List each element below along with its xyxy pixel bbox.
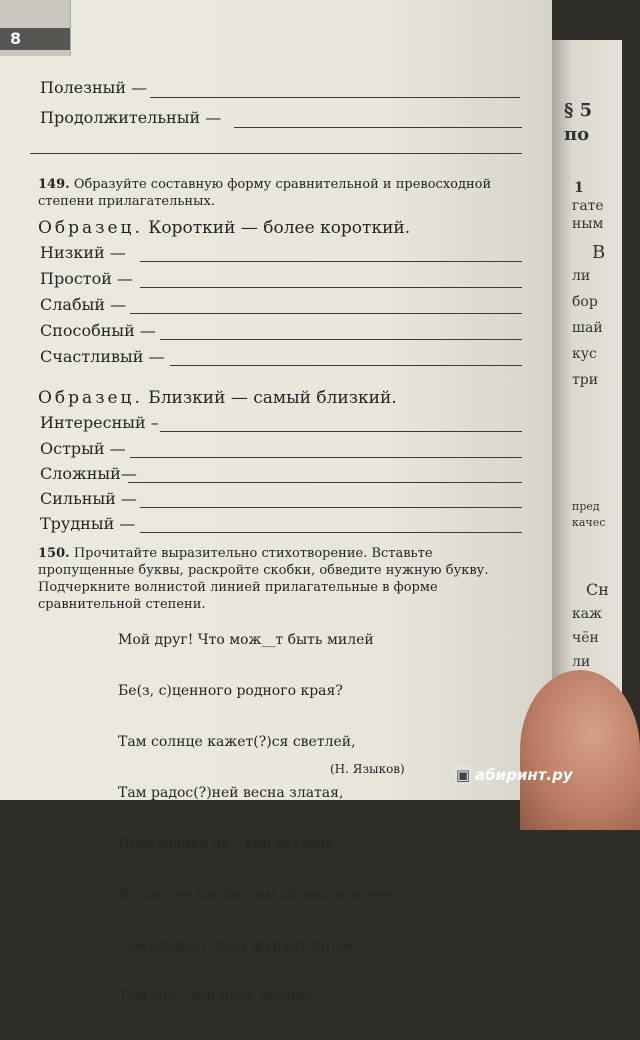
answer-line (160, 339, 522, 340)
page-number: 8 (0, 28, 70, 50)
word-label: Полезный — (40, 78, 148, 97)
sample-1 (38, 218, 410, 238)
poem-line: Прохладней лё__кий ветерок, (118, 836, 339, 852)
np-fragment: ли (572, 654, 591, 670)
poem-line: Там сол__вей поёт звучнее... (118, 989, 331, 1005)
word-label: Счастливый — (40, 347, 165, 366)
task-text: Прочитайте выразительно стихотворение. Вставьте пропущенные буквы, раскройте скобки, обведите нужную букву. Подчеркните волнистой линией прилагательные в форме сравнительной степени. (38, 546, 489, 612)
poem-line: Душистее цветы, там хо́лмы зеленее, (118, 887, 397, 903)
np-fragment: кус (572, 346, 597, 362)
word-label: Интересный – (40, 413, 159, 432)
np-fragment: пред (572, 500, 600, 513)
np-fragment: § 5 (564, 100, 593, 121)
word-label: Острый — (40, 439, 126, 458)
poem-author: (Н. Языков) (330, 762, 405, 776)
poem-line: Мой друг! Что мож__т быть милей (118, 632, 374, 648)
poem-line: Там радос(?)ней весна златая, (118, 785, 344, 801)
np-fragment: по (564, 124, 590, 145)
word-label: Сильный — (40, 489, 137, 508)
answer-line (140, 261, 522, 262)
task-number: 150. (38, 546, 70, 561)
np-fragment: 1 (574, 180, 584, 196)
book-icon: ▣ (455, 766, 471, 784)
sample-body: Короткий — более короткий. (148, 218, 411, 238)
word-label: Продолжительный — (40, 108, 222, 127)
np-fragment: три (572, 372, 599, 388)
answer-line (30, 153, 522, 154)
answer-line (140, 287, 522, 288)
word-label: Сложный— (40, 464, 137, 483)
word-label: Простой — (40, 269, 134, 288)
np-fragment: шай (572, 320, 603, 336)
np-fragment: ли (572, 268, 591, 284)
task-149-instruction (38, 176, 528, 210)
answer-line (140, 532, 522, 533)
np-fragment: гате (572, 198, 604, 214)
word-label: Трудный — (40, 514, 136, 533)
sample-2 (38, 388, 397, 408)
answer-line (130, 313, 522, 314)
answer-line (130, 457, 522, 458)
sample-body: Близкий — самый близкий. (148, 388, 397, 408)
np-fragment: каж (572, 606, 602, 622)
answer-line (150, 97, 520, 98)
answer-line (160, 431, 522, 432)
answer-line (128, 482, 522, 483)
np-fragment: ным (572, 216, 604, 232)
poem-line: Там сладос(?)ней журчит поток, (118, 938, 359, 954)
sample-prefix: Образец. (38, 218, 143, 238)
watermark-text: абиринт.ру (475, 766, 573, 784)
poem (118, 598, 396, 1040)
np-fragment: В (592, 242, 606, 263)
word-label: Способный — (40, 321, 156, 340)
finger (520, 670, 640, 830)
task-number: 149. (38, 177, 70, 192)
watermark (454, 766, 573, 784)
poem-line: Там солнце кажет(?)ся светлей, (118, 734, 356, 750)
answer-line (234, 127, 522, 128)
answer-line (170, 365, 522, 366)
sample-prefix: Образец. (38, 388, 143, 408)
poem-line: Бе(з, с)ценного родного края? (118, 683, 343, 699)
answer-line (140, 507, 522, 508)
word-label: Слабый — (40, 295, 127, 314)
word-label: Низкий — (40, 243, 126, 262)
np-fragment: чён (572, 630, 599, 646)
task-text: Образуйте составную форму сравнительной и превосходной степени прилагательных. (38, 177, 492, 209)
np-fragment: Сн (586, 580, 609, 599)
np-fragment: бор (572, 294, 598, 310)
np-fragment: качес (572, 516, 606, 529)
